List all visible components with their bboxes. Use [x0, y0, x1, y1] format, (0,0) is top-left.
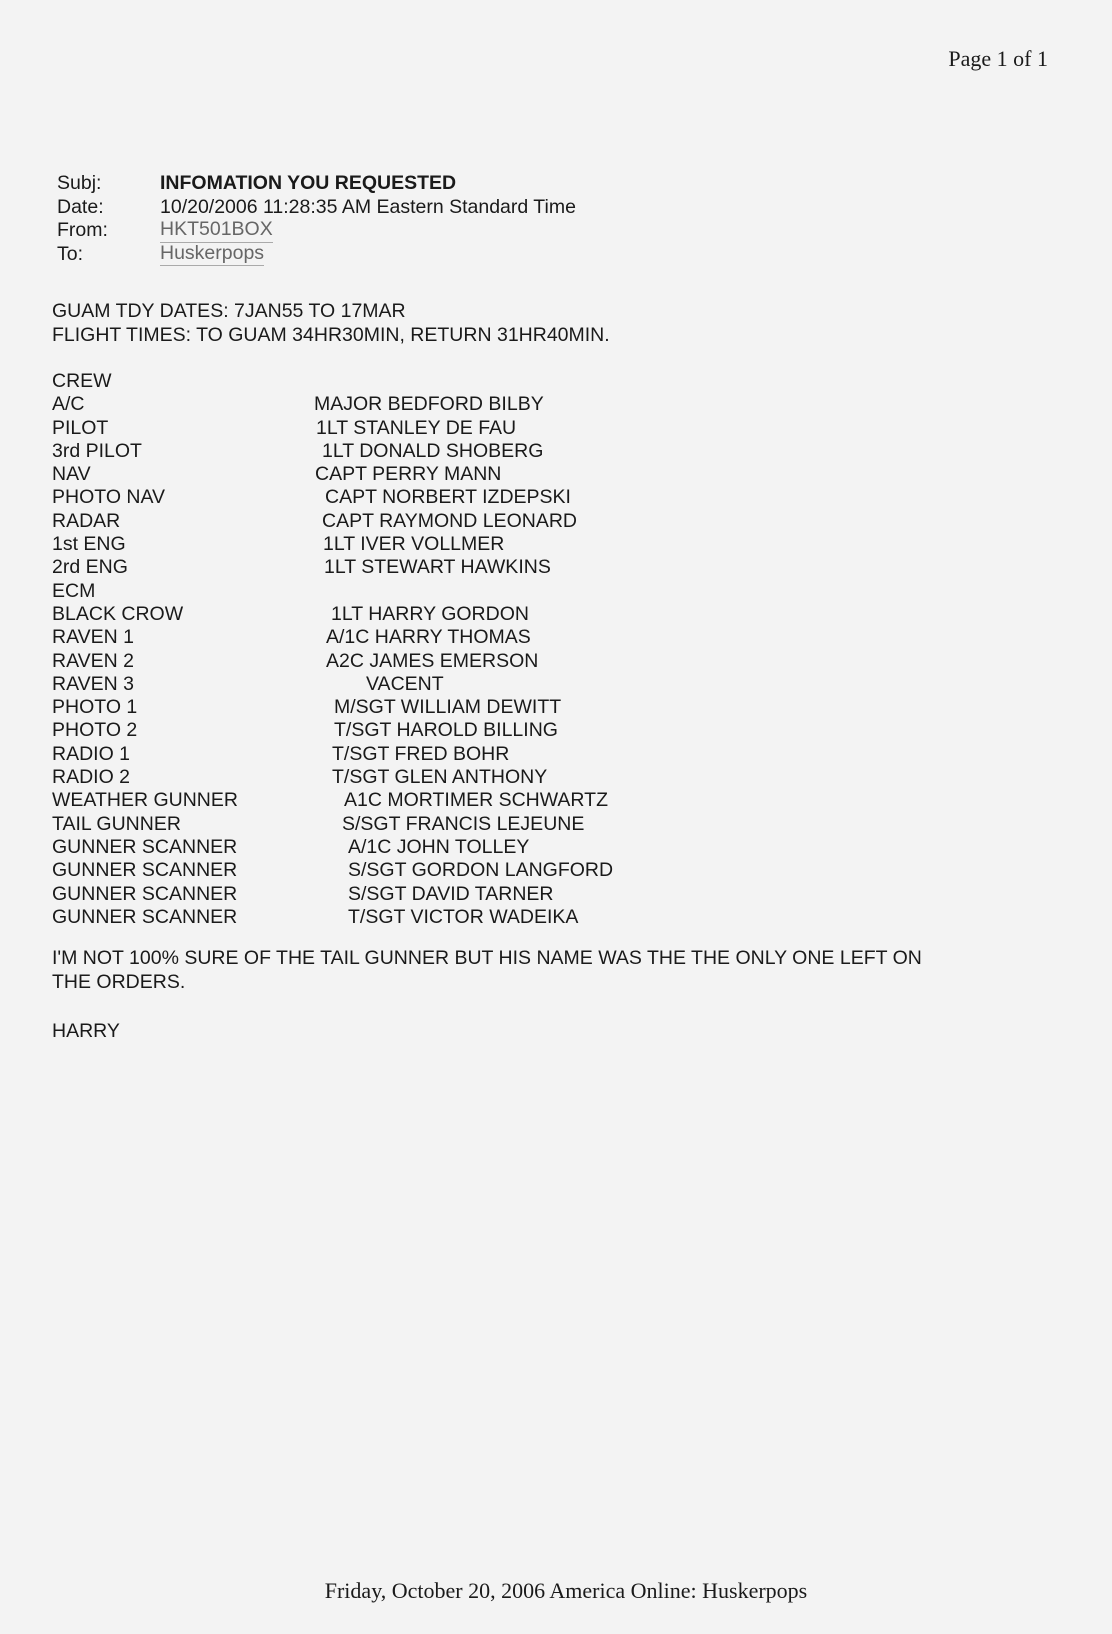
crew-member-name: S/SGT FRANCIS LEJEUNE [342, 812, 585, 835]
crew-role: RADAR [52, 509, 121, 532]
crew-member-name: T/SGT HAROLD BILLING [334, 719, 558, 742]
crew-role: RAVEN 3 [52, 672, 134, 695]
crew-role: ECM [52, 579, 96, 602]
email-header [57, 172, 576, 266]
crew-member-name: T/SGT FRED BOHR [332, 742, 510, 765]
crew-member-name: A1C MORTIMER SCHWARTZ [344, 789, 608, 812]
date-label: Date: [57, 195, 104, 218]
crew-member-name: 1LT IVER VOLLMER [323, 533, 505, 556]
crew-member-name: T/SGT VICTOR WADEIKA [348, 905, 579, 928]
crew-row [52, 510, 613, 533]
flight-times: FLIGHT TIMES: TO GUAM 34HR30MIN, RETURN 31HR40MIN. [52, 323, 610, 346]
crew-member-name: CAPT PERRY MANN [315, 463, 502, 486]
crew-role: GUNNER SCANNER [52, 835, 238, 858]
crew-member-name: CAPT NORBERT IZDEPSKI [325, 486, 571, 509]
crew-row [52, 789, 613, 812]
crew-row [52, 626, 613, 649]
crew-member-name: 1LT HARRY GORDON [331, 602, 529, 625]
crew-row [52, 440, 613, 463]
crew-row [52, 393, 613, 416]
crew-role: RADIO 1 [52, 742, 131, 765]
page-number: Page 1 of 1 [948, 46, 1048, 71]
crew-member-name: 1LT STANLEY DE FAU [316, 416, 517, 439]
crew-role: PHOTO NAV [52, 486, 166, 509]
crew-member-name: A/1C HARRY THOMAS [326, 626, 531, 649]
page-footer: Friday, October 20, 2006 America Online: Huskerpops [324, 1578, 808, 1603]
to-row [57, 243, 576, 267]
crew-member-name: 1LT STEWART HAWKINS [324, 556, 551, 579]
subject-label: Subj: [57, 172, 102, 194]
crew-member-name: M/SGT WILLIAM DEWITT [334, 696, 562, 719]
crew-row [52, 556, 613, 579]
crew-member-name: T/SGT GLEN ANTHONY [332, 766, 548, 789]
crew-role: 3rd PILOT [52, 439, 142, 462]
crew-role: PILOT [52, 416, 109, 439]
crew-role: 1st ENG [52, 533, 126, 556]
from-label: From: [57, 219, 108, 241]
note-text: I'M NOT 100% SURE OF THE TAIL GUNNER BUT HIS NAME WAS THE THE ONLY ONE LEFT ON THE ORDERS. [52, 947, 922, 993]
crew-role: GUNNER SCANNER [52, 882, 238, 905]
crew-role: RAVEN 2 [52, 649, 134, 672]
crew-member-name: MAJOR BEDFORD BILBY [314, 393, 544, 416]
date-row [57, 196, 576, 220]
crew-row [52, 463, 613, 486]
crew-role: PHOTO 2 [52, 719, 138, 742]
crew-row [52, 696, 613, 719]
from-row [57, 219, 576, 243]
crew-list [52, 370, 613, 929]
crew-heading: CREW [52, 370, 112, 392]
crew-row [52, 650, 613, 673]
crew-row [52, 836, 613, 859]
crew-member-name: CAPT RAYMOND LEONARD [322, 509, 577, 532]
crew-row [52, 906, 613, 929]
crew-row [52, 743, 613, 766]
crew-row [52, 719, 613, 742]
tdy-dates: GUAM TDY DATES: 7JAN55 TO 17MAR [52, 300, 406, 322]
crew-role: BLACK CROW [52, 602, 184, 625]
crew-member-name: 1LT DONALD SHOBERG [322, 439, 544, 462]
crew-member-name: A/1C JOHN TOLLEY [348, 835, 530, 858]
to-label: To: [57, 242, 84, 265]
crew-row [52, 417, 613, 440]
crew-role: NAV [52, 463, 91, 486]
crew-row [52, 603, 613, 626]
crew-row [52, 766, 613, 789]
crew-member-name: S/SGT GORDON LANGFORD [348, 859, 614, 882]
crew-role: GUNNER SCANNER [52, 905, 238, 928]
crew-row [52, 673, 613, 696]
crew-member-name: A2C JAMES EMERSON [326, 649, 539, 672]
subject-row [57, 172, 576, 196]
crew-role: RAVEN 1 [52, 626, 134, 649]
crew-row [52, 859, 613, 882]
crew-row [52, 533, 613, 556]
crew-row [52, 883, 613, 906]
from-link[interactable]: HKT501BOX [160, 219, 273, 243]
crew-role: WEATHER GUNNER [52, 789, 238, 812]
signature: HARRY [52, 1020, 120, 1042]
crew-row [52, 580, 613, 603]
crew-role: RADIO 2 [52, 766, 131, 789]
crew-role: GUNNER SCANNER [52, 859, 238, 882]
crew-role: TAIL GUNNER [52, 812, 181, 835]
to-link[interactable]: Huskerpops [160, 243, 264, 267]
crew-row [52, 486, 613, 509]
crew-role: A/C [52, 393, 85, 416]
crew-member-name: S/SGT DAVID TARNER [348, 882, 554, 905]
crew-member-name: VACENT [366, 672, 444, 695]
crew-role: 2rd ENG [52, 556, 128, 579]
subject-value: INFOMATION YOU REQUESTED [160, 172, 457, 194]
crew-row [52, 813, 613, 836]
tdy-info [52, 300, 610, 347]
crew-role: PHOTO 1 [52, 696, 138, 719]
date-value: 10/20/2006 11:28:35 AM Eastern Standard Time [160, 195, 576, 218]
